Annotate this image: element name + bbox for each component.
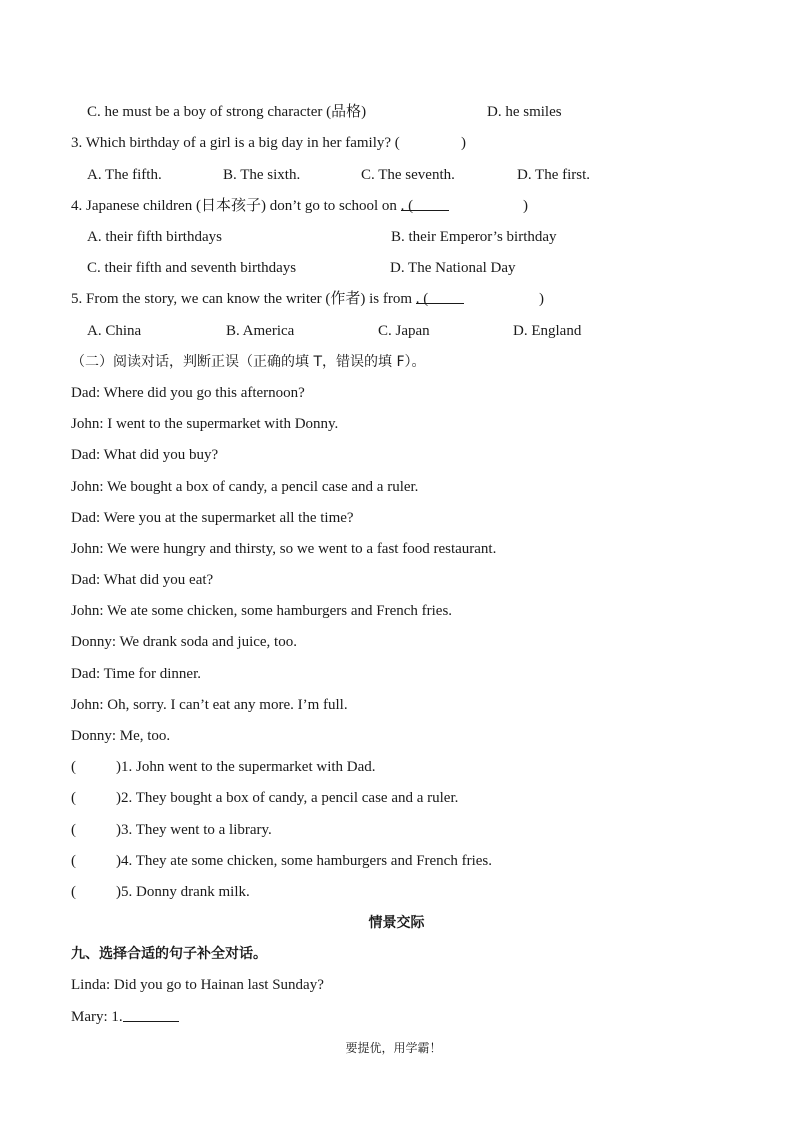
q3-option-b: B. The sixth. xyxy=(223,167,301,183)
q2-options-row xyxy=(0,100,793,124)
q2-option-d: D. he smiles xyxy=(487,104,562,120)
q4-answer-blank[interactable] xyxy=(401,194,449,211)
dialogue-line: Dad: Time for dinner. xyxy=(71,666,201,682)
q4-option-b: B. their Emperor’s birthday xyxy=(391,229,557,245)
dialogue-line: Dad: Where did you go this afternoon? xyxy=(71,385,305,401)
tf-item xyxy=(0,818,793,842)
tf-open-paren[interactable]: ( xyxy=(71,853,76,869)
dialogue-line: John: We ate some chicken, some hamburgers and French fries. xyxy=(71,603,453,619)
tf-open-paren[interactable]: ( xyxy=(71,790,76,806)
q5-question-text xyxy=(71,287,428,311)
q5-suffix: . ( xyxy=(415,291,429,307)
part9-line: Mary: 1. xyxy=(71,1009,123,1025)
q4-option-d: D. The National Day xyxy=(390,260,516,276)
q4-paren-close: ) xyxy=(523,198,528,214)
q3-paren-close: ) xyxy=(461,135,466,151)
q5-answer-blank[interactable] xyxy=(416,287,464,304)
tf-statement: )2. They bought a box of candy, a pencil case and a ruler. xyxy=(116,790,459,806)
page-footer: 要提优，用学霸！ xyxy=(345,1041,442,1055)
q3-options-row xyxy=(0,163,793,187)
q4-option-c: C. their fifth and seventh birthdays xyxy=(87,260,297,276)
tf-open-paren[interactable]: ( xyxy=(71,822,76,838)
tf-item xyxy=(0,755,793,779)
tf-open-paren[interactable]: ( xyxy=(71,884,76,900)
dialogue-line: Donny: Me, too. xyxy=(71,728,171,744)
q3-option-a: A. The fifth. xyxy=(87,167,162,183)
q4-question-text xyxy=(71,194,413,218)
dialogue-line: Donny: We drank soda and juice, too. xyxy=(71,634,297,650)
tf-item xyxy=(0,849,793,873)
tf-item xyxy=(0,880,793,904)
q3-question xyxy=(0,131,793,155)
q5-paren-close: ) xyxy=(539,291,544,307)
q4-options-row2 xyxy=(0,256,793,280)
section-title: 情景交际 xyxy=(368,915,425,931)
q5-option-d: D. England xyxy=(513,323,582,339)
q3-option-c: C. The seventh. xyxy=(361,167,455,183)
q2-option-c: C. he must be a boy of strong character (品格) xyxy=(87,104,367,120)
part9-heading: 九、选择合适的句子补全对话。 xyxy=(71,946,267,962)
part9-line: Linda: Did you go to Hainan last Sunday? xyxy=(71,977,324,993)
q4-suffix: . ( xyxy=(400,198,414,214)
dialogue-line: John: We were hungry and thirsty, so we went to a fast food restaurant. xyxy=(71,541,497,557)
q5-option-a: A. China xyxy=(87,323,142,339)
dialogue-line: John: I went to the supermarket with Donny. xyxy=(71,416,339,432)
q5-option-b: B. America xyxy=(226,323,295,339)
q5-options-row xyxy=(0,319,793,343)
dialogue-line: Dad: What did you buy? xyxy=(71,447,219,463)
q5-option-c: C. Japan xyxy=(378,323,430,339)
tf-statement: )3. They went to a library. xyxy=(116,822,272,838)
tf-statement: )4. They ate some chicken, some hamburgers and French fries. xyxy=(116,853,492,869)
dialogue-line: Dad: What did you eat? xyxy=(71,572,214,588)
q4-question xyxy=(0,194,793,218)
q3-option-d: D. The first. xyxy=(517,167,591,183)
q4-options-row1 xyxy=(0,225,793,249)
dialogue-line: Dad: Were you at the supermarket all the time? xyxy=(71,510,354,526)
part9-line-with-blank xyxy=(71,1005,123,1029)
dialogue-line: John: Oh, sorry. I can’t eat any more. I’m full. xyxy=(71,697,348,713)
q4-prefix: 4. Japanese children (日本孩子) don’t go to school on xyxy=(71,198,401,214)
tf-open-paren[interactable]: ( xyxy=(71,759,76,775)
q4-option-a: A. their fifth birthdays xyxy=(87,229,222,245)
q3-question-text: 3. Which birthday of a girl is a big day in her family? ( xyxy=(71,135,400,151)
part2-heading: （二）阅读对话，判断正误（正确的填 T，错误的填 F）。 xyxy=(71,354,426,370)
tf-item xyxy=(0,786,793,810)
q5-question xyxy=(0,287,793,311)
tf-statement: )5. Donny drank milk. xyxy=(116,884,250,900)
part9-answer-blank[interactable] xyxy=(123,1005,179,1022)
dialogue-line: John: We bought a box of candy, a pencil case and a ruler. xyxy=(71,479,419,495)
q5-prefix: 5. From the story, we can know the writer (作者) is from xyxy=(71,291,416,307)
tf-statement: )1. John went to the supermarket with Dad. xyxy=(116,759,376,775)
